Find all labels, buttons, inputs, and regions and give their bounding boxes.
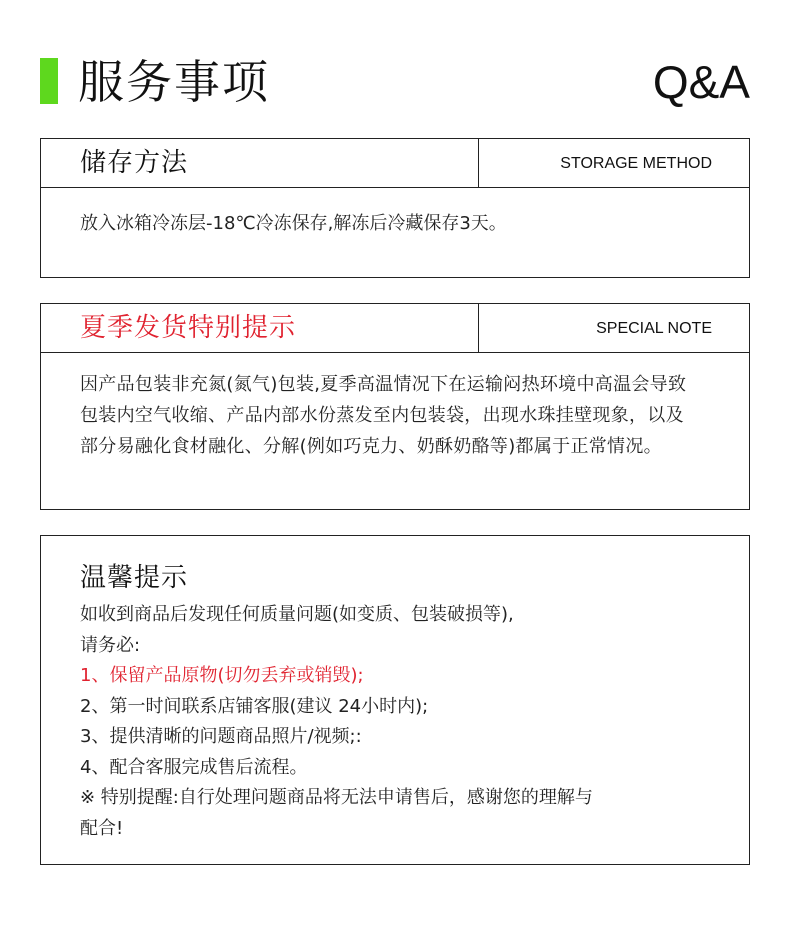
storage-card-header [41,139,749,188]
page-header [40,52,750,112]
tips-line-highlight: 1、保留产品原物(切勿丢弃或销毁); [80,665,364,686]
summer-note-card [40,303,750,510]
storage-card [40,138,750,278]
tips-list [80,600,710,844]
tips-line: 如收到商品后发现任何质量问题(如变质、包装破损等), [80,604,514,625]
summer-card-header [41,304,749,353]
summer-title: 夏季发货特别提示 [80,313,297,343]
accent-bar [40,58,58,104]
storage-text: 放入冰箱冷冻层-18℃冷冻保存,解冻后冷藏保存3天。 [80,213,507,234]
summer-title-en: SPECIAL NOTE [596,320,712,337]
tips-line: 请务必: [80,634,141,656]
tips-title: 温馨提示 [80,563,189,593]
tips-line: 3、提供清晰的问题商品照片/视频;: [80,726,362,747]
tips-line: 4、配合客服完成售后流程。 [80,756,308,778]
tips-line: ※ 特别提醒:自行处理问题商品将无法申请售后，感谢您的理解与 [80,787,593,808]
tips-card [40,535,750,865]
storage-title-en: STORAGE METHOD [560,155,712,172]
tips-line: 2、第一时间联系店铺客服(建议 24小时内); [80,695,429,717]
summer-text: 因产品包装非充氮(氮气)包装,夏季高温情况下在运输闷热环境中高温会导致包装内空气收缩、产品内部水份蒸发至内包装袋，出现水珠挂壁现象，以及部分易融化食材融化、分解(例如巧克力、奶酥奶酪等)都属于正常情况。 [80,374,687,457]
qa-label: Q&A [652,56,750,108]
page-title: 服务事项 [78,55,270,109]
tips-line: 配合! [80,817,124,839]
storage-title: 储存方法 [80,148,189,178]
